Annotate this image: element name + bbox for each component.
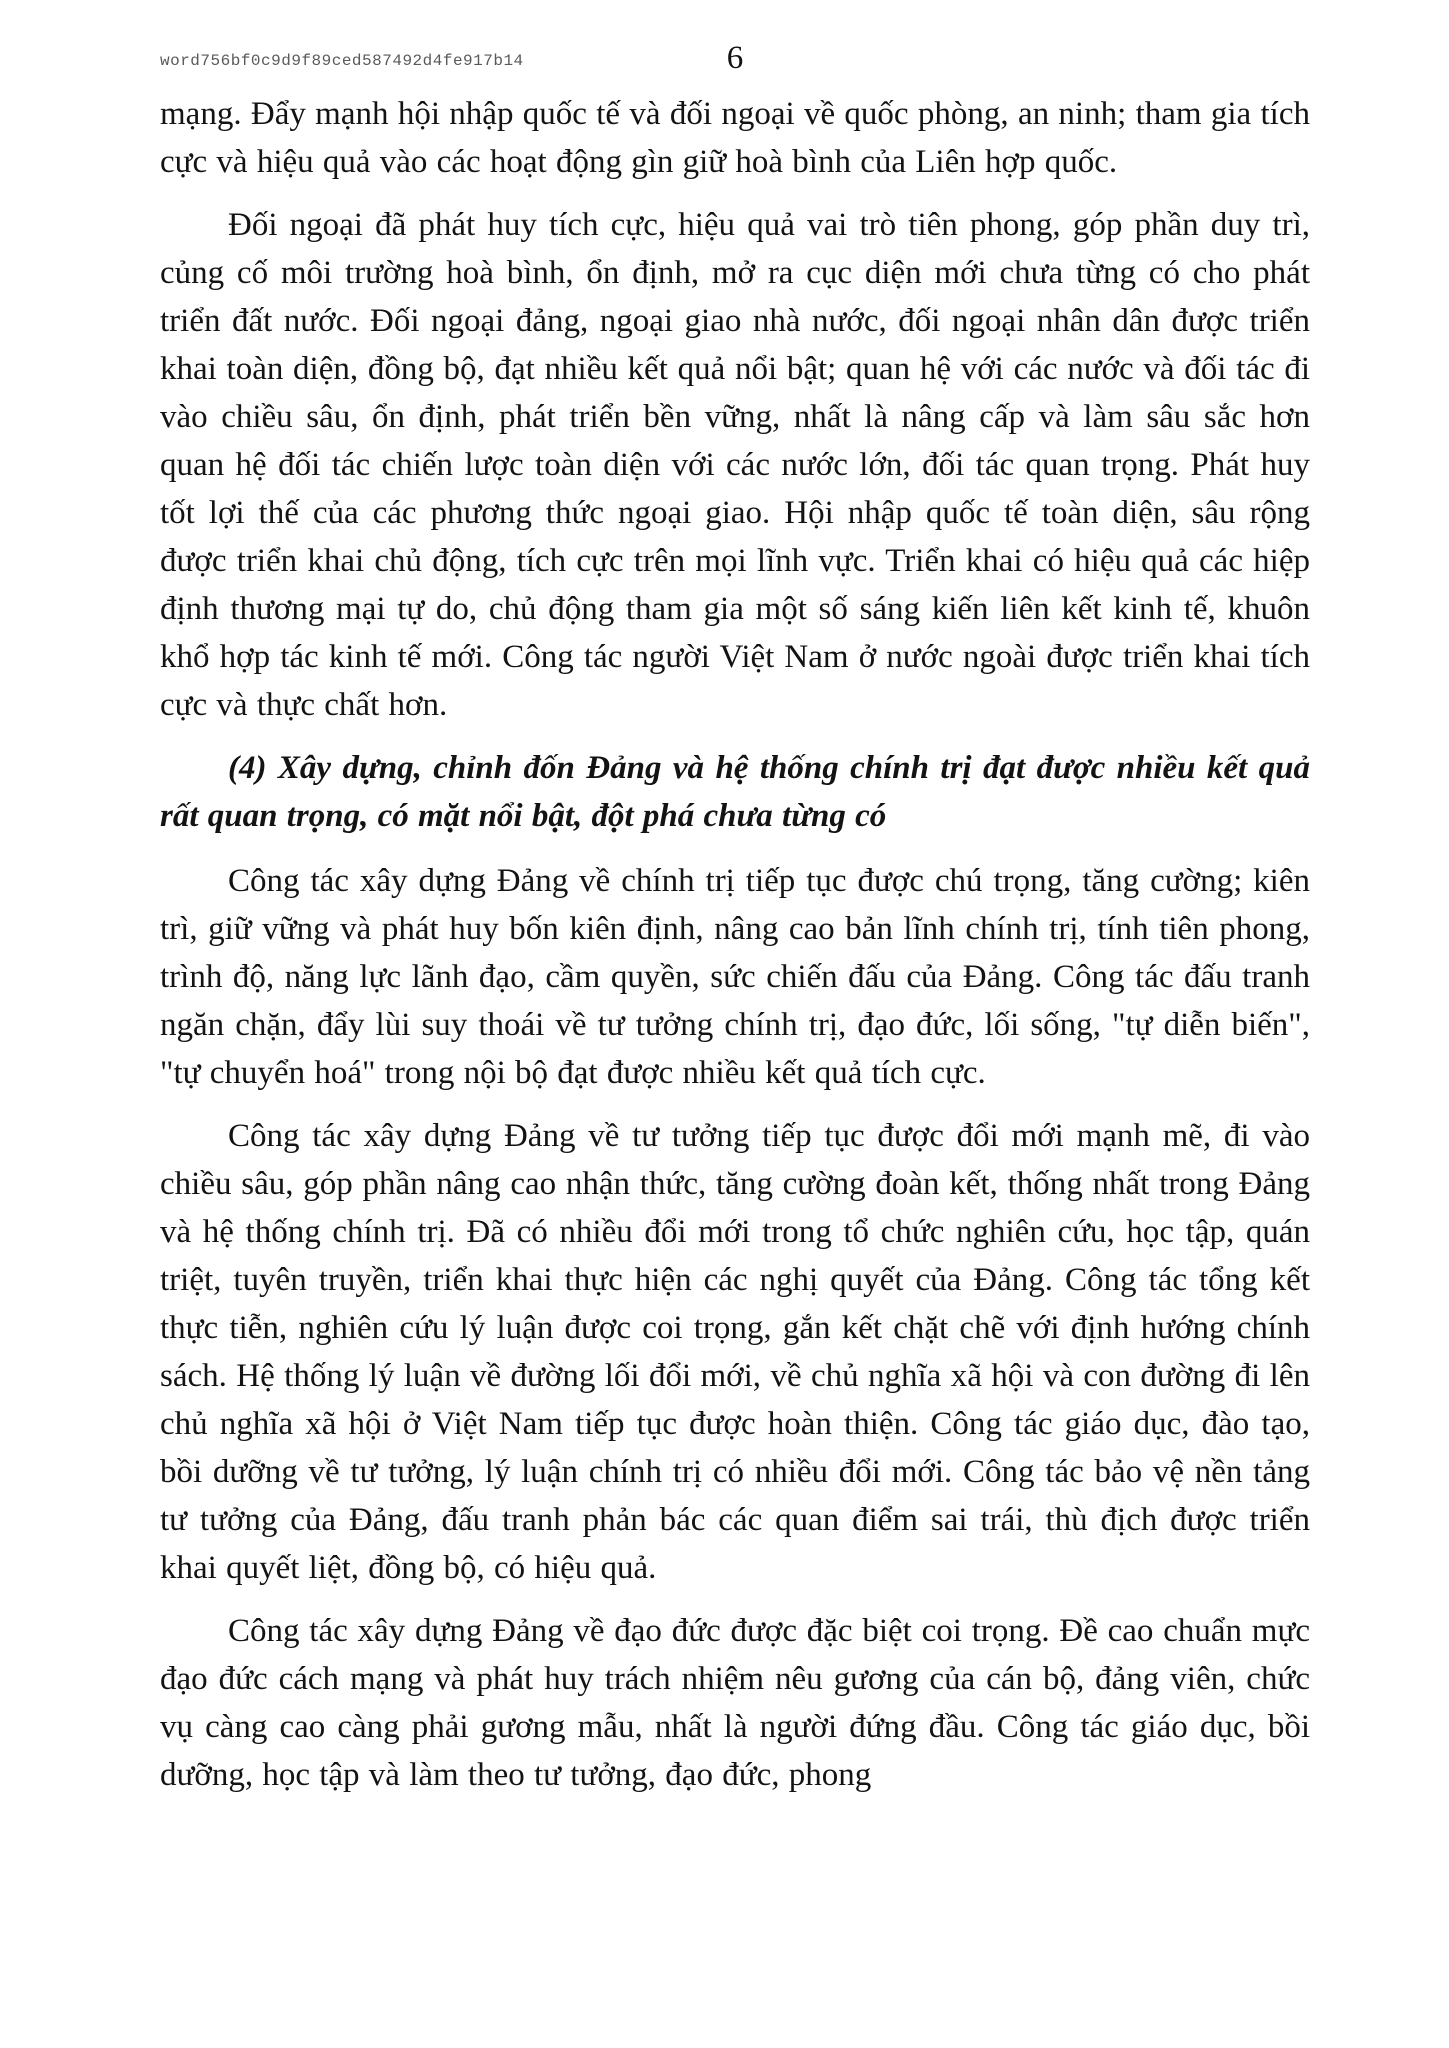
section-heading: (4) Xây dựng, chỉnh đốn Đảng và hệ thống chính trị đạt được nhiều kết quả rất quan trọng, có mặt nổi bật, đột phá chưa từng có [160, 750, 1310, 834]
page-header [160, 40, 1310, 80]
paragraph: mạng. Đẩy mạnh hội nhập quốc tế và đối ngoại về quốc phòng, an ninh; tham gia tích cực và hiệu quả vào các hoạt động gìn giữ hoà bình của Liên hợp quốc. [160, 96, 1310, 180]
paragraph: Công tác xây dựng Đảng về tư tưởng tiếp tục được đổi mới mạnh mẽ, đi vào chiều sâu, góp phần nâng cao nhận thức, tăng cường đoàn kết, thống nhất trong Đảng và hệ thống chính trị. Đã có nhiều đổi mới trong tổ chức nghiên cứu, học tập, quán triệt, tuyên truyền, triển khai thực hiện các nghị quyết của Đảng. Công tác tổng kết thực tiễn, nghiên cứu lý luận được coi trọng, gắn kết chặt chẽ với định hướng chính sách. Hệ thống lý luận về đường lối đổi mới, về chủ nghĩa xã hội và con đường đi lên chủ nghĩa xã hội ở Việt Nam tiếp tục được hoàn thiện. Công tác giáo dục, đào tạo, bồi dưỡng về tư tưởng, lý luận chính trị có nhiều đổi mới. Công tác bảo vệ nền tảng tư tưởng của Đảng, đấu tranh phản bác các quan điểm sai trái, thù địch được triển khai quyết liệt, đồng bộ, có hiệu quả. [160, 1118, 1310, 1586]
document-id: word756bf0c9d9f89ced587492d4fe917b14 [160, 52, 524, 70]
page-number: 6 [726, 40, 744, 76]
paragraph: Công tác xây dựng Đảng về đạo đức được đặc biệt coi trọng. Đề cao chuẩn mực đạo đức cách mạng và phát huy trách nhiệm nêu gương của cán bộ, đảng viên, chức vụ càng cao càng phải gương mẫu, nhất là người đứng đầu. Công tác giáo dục, bồi dưỡng, học tập và làm theo tư tưởng, đạo đức, phong [160, 1613, 1310, 1793]
paragraph: Công tác xây dựng Đảng về chính trị tiếp tục được chú trọng, tăng cường; kiên trì, giữ vững và phát huy bốn kiên định, nâng cao bản lĩnh chính trị, tính tiên phong, trình độ, năng lực lãnh đạo, cầm quyền, sức chiến đấu của Đảng. Công tác đấu tranh ngăn chặn, đẩy lùi suy thoái về tư tưởng chính trị, đạo đức, lối sống, "tự diễn biến", "tự chuyển hoá" trong nội bộ đạt được nhiều kết quả tích cực. [160, 863, 1310, 1091]
document-body [160, 90, 1310, 1799]
paragraph: Đối ngoại đã phát huy tích cực, hiệu quả vai trò tiên phong, góp phần duy trì, củng cố môi trường hoà bình, ổn định, mở ra cục diện mới chưa từng có cho phát triển đất nước. Đối ngoại đảng, ngoại giao nhà nước, đối ngoại nhân dân được triển khai toàn diện, đồng bộ, đạt nhiều kết quả nổi bật; quan hệ với các nước và đối tác đi vào chiều sâu, ổn định, phát triển bền vững, nhất là nâng cấp và làm sâu sắc hơn quan hệ đối tác chiến lược toàn diện với các nước lớn, đối tác quan trọng. Phát huy tốt lợi thế của các phương thức ngoại giao. Hội nhập quốc tế toàn diện, sâu rộng được triển khai chủ động, tích cực trên mọi lĩnh vực. Triển khai có hiệu quả các hiệp định thương mại tự do, chủ động tham gia một số sáng kiến liên kết kinh tế, khuôn khổ hợp tác kinh tế mới. Công tác người Việt Nam ở nước ngoài được triển khai tích cực và thực chất hơn. [160, 207, 1310, 723]
